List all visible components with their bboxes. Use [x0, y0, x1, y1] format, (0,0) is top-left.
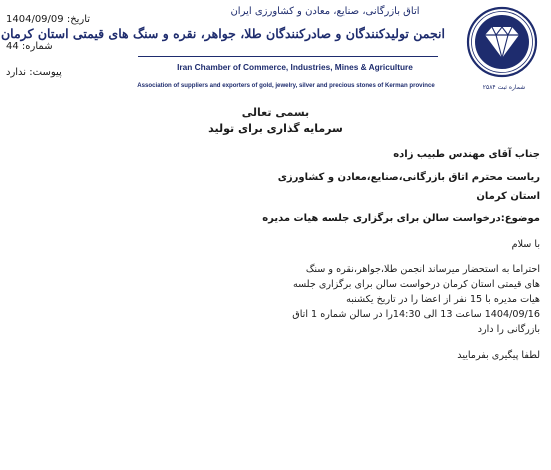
org-title-fa-1: اتاق بازرگانی، صنایع، معادن و کشاورزی ایران — [230, 6, 420, 17]
org-title-en-1: Iran Chamber of Commerce, Industries, Mines & Agriculture — [177, 62, 413, 72]
date-label: تاریخ: — [66, 14, 91, 25]
header-divider — [138, 56, 438, 57]
attachment-line — [6, 67, 106, 78]
paragraph-line: احتراما به استحضار میرساند انجمن طلا،جواهر،نقره و سنگ — [305, 264, 540, 275]
paragraph-line: های قیمتی استان کرمان درخواست سالن برای برگزاری جلسه — [292, 279, 540, 290]
org-title-fa-2: انجمن تولیدکنندگان و صادرکنندگان طلا، جواهر، نقره و سنگ های قیمتی استان کرمان — [0, 26, 445, 41]
subject-line: موضوع:درخواست سالن برای برگزاری جلسه هیات مدیره — [262, 213, 540, 224]
paragraph-line: بازرگانی را دارد — [477, 324, 540, 335]
paragraph-line: 1404/09/16 ساعت 13 الی 14:30را در سالن شماره 1 اتاق — [292, 309, 540, 320]
motto: سرمایه گذاری برای تولید — [208, 122, 343, 135]
greeting: با سلام — [511, 239, 540, 250]
date-line — [6, 14, 106, 25]
number-label: شماره: — [21, 41, 53, 52]
recipient-line-2: ریاست محترم اتاق بازرگانی،صنایع،معادن و کشاورزی — [277, 172, 540, 183]
attachment-value: ندارد — [6, 67, 27, 78]
number-line — [6, 41, 106, 52]
registration-number: شماره ثبت ۲۵۸۴ — [482, 84, 526, 91]
recipient-line-1: جناب آقای مهندس طبیب زاده — [393, 149, 540, 160]
date-value: 1404/09/09 — [6, 14, 64, 25]
org-title-en-2: Association of suppliers and exporters of gold, jewelry, silver and precious stones of Kerman province — [137, 82, 435, 89]
paragraph-line: هیات مدیره با 15 نفر از اعضا را در تاریخ یکشنبه — [346, 294, 540, 305]
closing-line: لطفا پیگیری بفرمایید — [457, 350, 540, 361]
attachment-label: پیوست: — [29, 67, 62, 78]
gem-logo-icon — [466, 6, 538, 78]
salutation-top: بسمی تعالی — [241, 106, 310, 119]
number-value: 44 — [6, 41, 19, 52]
recipient-line-3: استان کرمان — [476, 191, 540, 202]
